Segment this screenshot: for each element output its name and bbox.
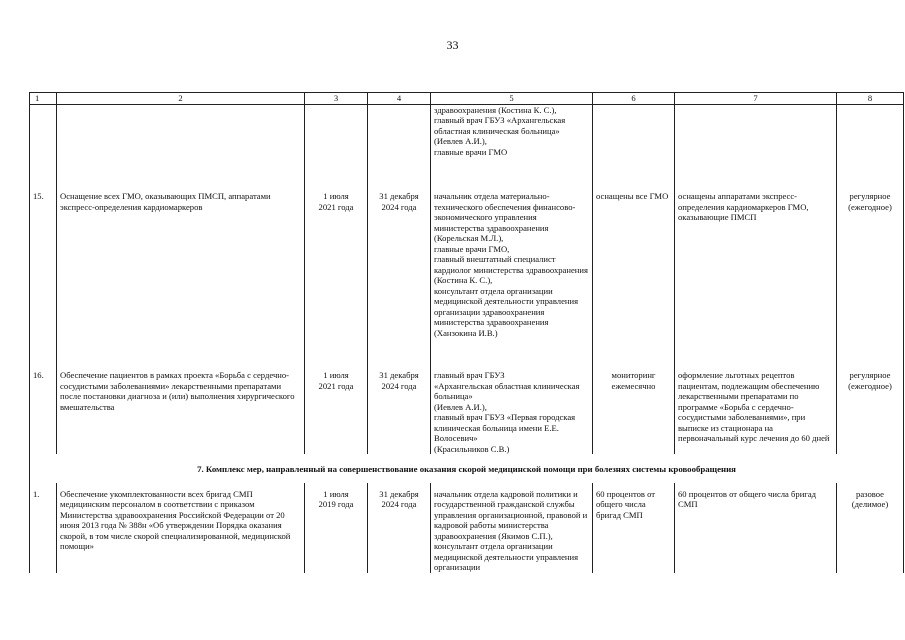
row-responsible: начальник отдела материально-технического обеспечения финансово-экономического управления министерства здравоохранения (Корельская М.Л.), главные врачи ГМО, главный внештатный специалист кардиолог министерства здравоохранения (Костина К. С.), консультант отдела организации медицинской деятельности управления организации здравоохранения министерства здравоохранения (Ханзокина И.В.) [431, 157, 593, 338]
table-row [30, 157, 904, 338]
table-row [30, 338, 904, 454]
row-result: 60 процентов от общего числа бригад СМП [675, 483, 837, 573]
row-number: 1. [30, 483, 57, 573]
row-start: 1 июля 2021 года [305, 157, 368, 338]
header-col-8: 8 [837, 93, 904, 105]
row-end: 31 декабря 2024 года [368, 483, 431, 573]
table-row [30, 483, 904, 573]
header-row [30, 93, 904, 105]
row-start: 1 июля 2021 года [305, 338, 368, 454]
row-period: регулярное (ежегодное) [837, 157, 904, 338]
row-end: 31 декабря 2024 года [368, 338, 431, 454]
header-col-1: 1 [30, 93, 57, 105]
row-responsible: главный врач ГБУЗ «Архангельская областная клиническая больница» (Иевлев А.И.), главный врач ГБУЗ «Первая городская клиническая больница имени Е.Е. Волосевич» (Красильников С.В.) [431, 338, 593, 454]
row-period: регулярное (ежегодное) [837, 338, 904, 454]
row-result: оснащены аппаратами экспресс-определения кардиомаркеров ГМО, оказывающие ПМСП [675, 157, 837, 338]
row-result: оформление льготных рецептов пациентам, подлежащим обеспечению лекарственными препаратами по программе «Борьба с сердечно-сосудистыми заболеваниями», при выписке из стационара на первоначальный курс лечения до 60 дней [675, 338, 837, 454]
row-measure: Обеспечение укомплектованности всех бригад СМП медицинским персоналом в соответствии с приказом Министерства здравоохранения Российской Федерации от 20 июня 2013 года № 388н «Об утверждении Порядка оказания скорой, в том числе скорой специализированной, медицинской помощи» [57, 483, 305, 573]
section-row [30, 454, 904, 483]
row-measure: Обеспечение пациентов в рамках проекта «Борьба с сердечно-сосудистыми заболеваниями» лекарственными препаратами после постановки диагноза и (или) выполнения хирургического вмешательства [57, 338, 305, 454]
row-number: 16. [30, 338, 57, 454]
continuation-row [30, 105, 904, 158]
header-col-6: 6 [593, 93, 675, 105]
row-period: разовое (делимое) [837, 483, 904, 573]
row-number: 15. [30, 157, 57, 338]
row-indicator: оснащены все ГМО [593, 157, 675, 338]
row-responsible: начальник отдела кадровой политики и государственной гражданской службы управления организационной, правовой и кадровой работы министерства здравоохранения (Якимов С.П.), консультант отдела организации медицинской деятельности управления организации [431, 483, 593, 573]
section-title: 7. Комплекс мер, направленный на совершенствование оказания скорой медицинской помощи при болезнях системы кровообращения [30, 454, 904, 483]
page-number: 33 [446, 38, 459, 52]
cont-responsible: здравоохранения (Костина К. С.), главный врач ГБУЗ «Архангельская областная клиническая больница» (Иевлев А.И.), главные врачи ГМО [431, 105, 593, 158]
header-col-4: 4 [368, 93, 431, 105]
row-indicator: мониторинг ежемесячно [593, 338, 675, 454]
row-indicator: 60 процентов от общего числа бригад СМП [593, 483, 675, 573]
header-col-5: 5 [431, 93, 593, 105]
header-col-2: 2 [57, 93, 305, 105]
row-start: 1 июля 2019 года [305, 483, 368, 573]
header-col-3: 3 [305, 93, 368, 105]
row-end: 31 декабря 2024 года [368, 157, 431, 338]
header-col-7: 7 [675, 93, 837, 105]
row-measure: Оснащение всех ГМО, оказывающих ПМСП, аппаратами экспресс-определения кардиомаркеров [57, 157, 305, 338]
measures-table [29, 92, 904, 573]
